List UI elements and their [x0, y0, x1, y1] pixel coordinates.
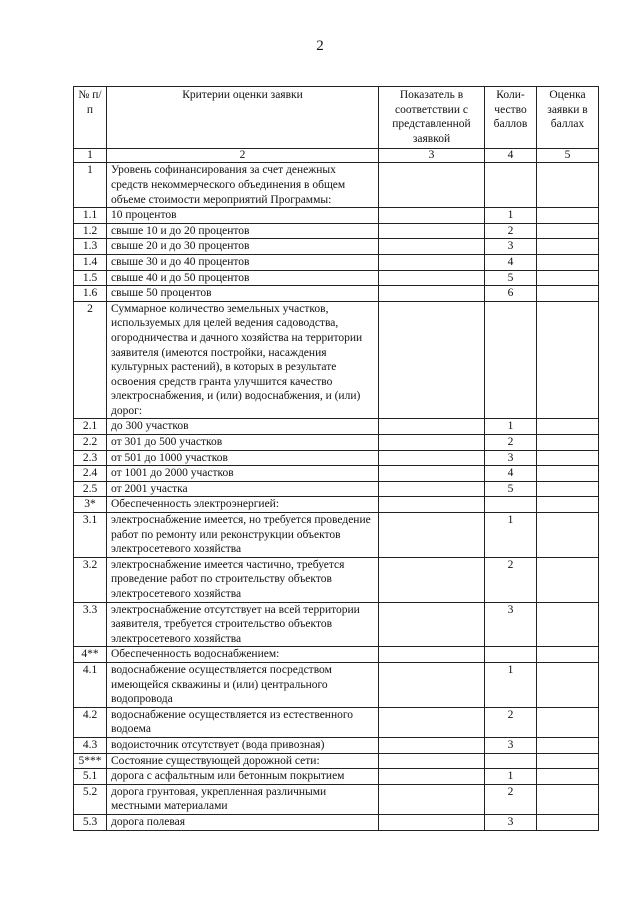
- row-points: 4: [485, 466, 537, 482]
- row-criteria: свыше 20 и до 30 процентов: [107, 239, 379, 255]
- row-criteria: 10 процентов: [107, 208, 379, 224]
- row-number: 4.1: [74, 662, 107, 707]
- row-score: [537, 223, 599, 239]
- row-number: 1: [74, 163, 107, 208]
- table-row: [74, 662, 599, 707]
- row-criteria: до 300 участков: [107, 419, 379, 435]
- row-indicator: [379, 513, 485, 558]
- row-indicator: [379, 481, 485, 497]
- column-number: 2: [107, 149, 379, 163]
- row-indicator: [379, 557, 485, 602]
- table-row: [74, 435, 599, 451]
- column-number: 1: [74, 149, 107, 163]
- row-points: 2: [485, 784, 537, 814]
- row-number: 1.5: [74, 270, 107, 286]
- row-indicator: [379, 814, 485, 830]
- row-number: 1.6: [74, 286, 107, 302]
- criteria-rows: [74, 163, 599, 830]
- row-points: 2: [485, 707, 537, 737]
- row-criteria: Состояние существующей дорожной сети:: [107, 753, 379, 769]
- header-score: Оценка заявки в баллах: [537, 87, 599, 149]
- row-score: [537, 450, 599, 466]
- row-score: [537, 419, 599, 435]
- row-number: 2.2: [74, 435, 107, 451]
- row-points: 1: [485, 419, 537, 435]
- header-criteria: Критерии оценки заявки: [107, 87, 379, 149]
- table-row: [74, 769, 599, 785]
- row-criteria: свыше 10 и до 20 процентов: [107, 223, 379, 239]
- row-points: 3: [485, 814, 537, 830]
- row-score: [537, 497, 599, 513]
- row-indicator: [379, 466, 485, 482]
- row-indicator: [379, 208, 485, 224]
- table-row: [74, 419, 599, 435]
- row-score: [537, 647, 599, 663]
- row-indicator: [379, 497, 485, 513]
- row-points: 1: [485, 208, 537, 224]
- row-indicator: [379, 753, 485, 769]
- row-indicator: [379, 707, 485, 737]
- row-points: 5: [485, 481, 537, 497]
- row-points: 1: [485, 662, 537, 707]
- table-row: [74, 513, 599, 558]
- row-criteria: электроснабжение имеется частично, требуется проведение работ по строительству объектов электросетевого хозяйства: [107, 557, 379, 602]
- table-row: [74, 466, 599, 482]
- row-points: [485, 301, 537, 419]
- row-points: 6: [485, 286, 537, 302]
- row-points: [485, 647, 537, 663]
- row-points: [485, 753, 537, 769]
- column-number: 5: [537, 149, 599, 163]
- row-score: [537, 753, 599, 769]
- row-indicator: [379, 163, 485, 208]
- row-points: 2: [485, 435, 537, 451]
- row-number: 5.2: [74, 784, 107, 814]
- row-indicator: [379, 784, 485, 814]
- row-criteria: водоснабжение осуществляется посредством имеющейся скважины и (или) центрального водопровода: [107, 662, 379, 707]
- table-row: [74, 784, 599, 814]
- row-score: [537, 784, 599, 814]
- row-criteria: водоисточник отсутствует (вода привозная): [107, 737, 379, 753]
- table-row: [74, 450, 599, 466]
- row-number: 3.2: [74, 557, 107, 602]
- row-score: [537, 270, 599, 286]
- table-row: [74, 208, 599, 224]
- row-score: [537, 239, 599, 255]
- row-score: [537, 481, 599, 497]
- row-criteria: дорога грунтовая, укрепленная различными местными материалами: [107, 784, 379, 814]
- row-score: [537, 814, 599, 830]
- row-score: [537, 254, 599, 270]
- row-criteria: Обеспеченность водоснабжением:: [107, 647, 379, 663]
- row-indicator: [379, 769, 485, 785]
- row-indicator: [379, 286, 485, 302]
- row-number: 3*: [74, 497, 107, 513]
- row-number: 1.1: [74, 208, 107, 224]
- row-score: [537, 707, 599, 737]
- row-number: 3.3: [74, 602, 107, 647]
- row-indicator: [379, 647, 485, 663]
- row-points: [485, 163, 537, 208]
- row-number: 1.3: [74, 239, 107, 255]
- table-row: [74, 254, 599, 270]
- row-criteria: от 2001 участка: [107, 481, 379, 497]
- table-row: [74, 557, 599, 602]
- row-points: 3: [485, 450, 537, 466]
- row-number: 1.2: [74, 223, 107, 239]
- row-points: 1: [485, 769, 537, 785]
- row-number: 1.4: [74, 254, 107, 270]
- row-criteria: свыше 40 и до 50 процентов: [107, 270, 379, 286]
- row-indicator: [379, 662, 485, 707]
- table-row: [74, 239, 599, 255]
- row-points: 4: [485, 254, 537, 270]
- header-points: Коли-чество баллов: [485, 87, 537, 149]
- column-number: 3: [379, 149, 485, 163]
- header-num: № п/п: [74, 87, 107, 149]
- row-criteria: от 501 до 1000 участков: [107, 450, 379, 466]
- table-row: [74, 301, 599, 419]
- criteria-table: [73, 86, 599, 831]
- row-criteria: электроснабжение отсутствует на всей территории заявителя, требуется строительство объектов электросетевого хозяйства: [107, 602, 379, 647]
- table-row: [74, 647, 599, 663]
- row-criteria: свыше 50 процентов: [107, 286, 379, 302]
- row-number: 2.3: [74, 450, 107, 466]
- table-row: [74, 286, 599, 302]
- row-number: 2.5: [74, 481, 107, 497]
- row-indicator: [379, 602, 485, 647]
- row-criteria: от 301 до 500 участков: [107, 435, 379, 451]
- row-indicator: [379, 301, 485, 419]
- row-score: [537, 602, 599, 647]
- row-number: 4.3: [74, 737, 107, 753]
- row-score: [537, 208, 599, 224]
- row-points: 3: [485, 602, 537, 647]
- row-criteria: свыше 30 и до 40 процентов: [107, 254, 379, 270]
- row-score: [537, 737, 599, 753]
- row-number: 2.1: [74, 419, 107, 435]
- header-indicator: Показатель в соответствии с представленной заявкой: [379, 87, 485, 149]
- row-score: [537, 769, 599, 785]
- table-row: [74, 497, 599, 513]
- row-points: [485, 497, 537, 513]
- row-score: [537, 435, 599, 451]
- row-number: 2: [74, 301, 107, 419]
- row-score: [537, 301, 599, 419]
- row-criteria: от 1001 до 2000 участков: [107, 466, 379, 482]
- row-indicator: [379, 450, 485, 466]
- row-number: 5***: [74, 753, 107, 769]
- row-criteria: Суммарное количество земельных участков, используемых для целей ведения садоводства, огородничества и дачного хозяйства на территории заявителя (имеются постройки, насаждения культурных растений), в которых в результате освоения средств гранта улучшится качество электроснабжения, и (или) водоснабжения, и (или) дорог:: [107, 301, 379, 419]
- row-number: 4.2: [74, 707, 107, 737]
- row-points: 2: [485, 223, 537, 239]
- row-criteria: дорога полевая: [107, 814, 379, 830]
- table-row: [74, 270, 599, 286]
- row-criteria: дорога с асфальтным или бетонным покрытием: [107, 769, 379, 785]
- row-indicator: [379, 270, 485, 286]
- column-number: 4: [485, 149, 537, 163]
- row-indicator: [379, 419, 485, 435]
- table-row: [74, 223, 599, 239]
- row-points: 3: [485, 239, 537, 255]
- row-number: 4**: [74, 647, 107, 663]
- row-score: [537, 513, 599, 558]
- table-row: [74, 814, 599, 830]
- row-score: [537, 163, 599, 208]
- row-score: [537, 557, 599, 602]
- row-indicator: [379, 737, 485, 753]
- row-indicator: [379, 223, 485, 239]
- table-row: [74, 707, 599, 737]
- row-points: 5: [485, 270, 537, 286]
- row-number: 5.1: [74, 769, 107, 785]
- row-indicator: [379, 435, 485, 451]
- column-number-row: [74, 149, 599, 163]
- row-criteria: водоснабжение осуществляется из естественного водоема: [107, 707, 379, 737]
- table-row: [74, 163, 599, 208]
- page-number: 2: [316, 38, 324, 54]
- row-score: [537, 662, 599, 707]
- row-criteria: Обеспеченность электроэнергией:: [107, 497, 379, 513]
- row-criteria: Уровень софинансирования за счет денежных средств некоммерческого объединения в общем объеме стоимости мероприятий Программы:: [107, 163, 379, 208]
- table-row: [74, 481, 599, 497]
- row-points: 3: [485, 737, 537, 753]
- row-points: 2: [485, 557, 537, 602]
- row-indicator: [379, 239, 485, 255]
- row-number: 2.4: [74, 466, 107, 482]
- row-score: [537, 466, 599, 482]
- row-indicator: [379, 254, 485, 270]
- table-row: [74, 602, 599, 647]
- row-score: [537, 286, 599, 302]
- table-row: [74, 737, 599, 753]
- row-number: 3.1: [74, 513, 107, 558]
- table-row: [74, 753, 599, 769]
- header-row: [74, 87, 599, 149]
- row-points: 1: [485, 513, 537, 558]
- row-number: 5.3: [74, 814, 107, 830]
- row-criteria: электроснабжение имеется, но требуется проведение работ по ремонту или реконструкции объектов электросетевого хозяйства: [107, 513, 379, 558]
